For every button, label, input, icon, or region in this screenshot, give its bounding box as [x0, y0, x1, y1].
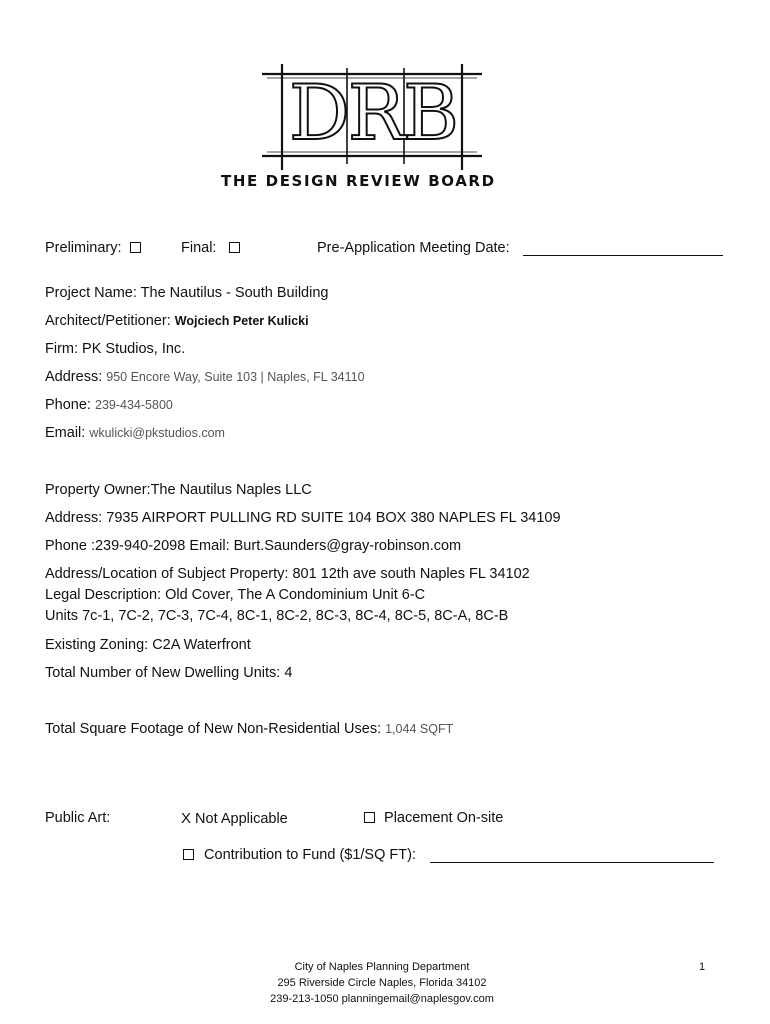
owner-address-line: Address: 7935 AIRPORT PULLING RD SUITE 104 BOX 380 NAPLES FL 34109 [45, 510, 561, 526]
placement-onsite-label: Placement On-site [384, 810, 504, 826]
project-name-value: The Nautilus - South Building [140, 285, 329, 301]
firm-row [45, 341, 185, 357]
project-name-row [45, 285, 328, 301]
placement-onsite-checkbox[interactable] [364, 812, 375, 823]
square-footage-row [45, 721, 453, 737]
architect-row [45, 313, 309, 329]
project-address-row [45, 369, 365, 385]
meeting-date-label: Pre-Application Meeting Date: [317, 240, 510, 256]
drb-logo [262, 64, 482, 170]
zoning-line: Existing Zoning: C2A Waterfront [45, 637, 251, 653]
footer-address: 295 Riverside Circle Naples, Florida 34102 [277, 977, 487, 989]
public-art-label: Public Art: [45, 810, 111, 826]
preliminary-label: Preliminary: [45, 240, 122, 256]
placement-onsite-option[interactable] [364, 810, 503, 826]
project-address-label: Address: [45, 369, 103, 385]
final-field [181, 240, 240, 256]
contribution-label: Contribution to Fund ($1/SQ FT): [204, 847, 416, 863]
square-footage-label: Total Square Footage of New Non-Residential Uses: [45, 721, 382, 737]
not-applicable-mark: X [181, 810, 192, 827]
not-applicable-option[interactable] [181, 810, 288, 827]
contribution-input-line[interactable] [430, 862, 714, 863]
final-checkbox[interactable] [229, 242, 240, 253]
architect-value: Wojciech Peter Kulicki [174, 314, 309, 328]
project-email-label: Email: [45, 425, 86, 441]
preliminary-field [45, 240, 141, 256]
dwelling-units-line: Total Number of New Dwelling Units: 4 [45, 665, 293, 681]
project-name-label: Project Name: [45, 285, 137, 301]
project-phone-row [45, 397, 173, 413]
square-footage-value: 1,044 SQFT [385, 722, 454, 736]
owner-contact-line: Phone :239-940-2098 Email: Burt.Saunders@gray-robinson.com [45, 538, 462, 554]
project-address-value: 950 Encore Way, Suite 103 | Naples, FL 34110 [106, 370, 365, 384]
drb-logo-subtitle: THE DESIGN REVIEW BOARD [221, 172, 496, 190]
firm-value: PK Studios, Inc. [82, 341, 186, 357]
subject-property-line: Address/Location of Subject Property: 801 12th ave south Naples FL 34102 [45, 566, 530, 582]
contribution-checkbox[interactable] [183, 849, 194, 860]
preliminary-checkbox[interactable] [130, 242, 141, 253]
drb-logo-letters: DRB [288, 68, 457, 157]
footer-department: City of Naples Planning Department [294, 961, 470, 973]
page-number: 1 [699, 961, 706, 973]
legal-description-line: Legal Description: Old Cover, The A Condominium Unit 6-C [45, 587, 426, 603]
firm-label: Firm: [45, 341, 79, 357]
contribution-option[interactable] [183, 847, 416, 863]
final-label: Final: [181, 240, 217, 256]
not-applicable-label: Not Applicable [195, 811, 288, 827]
project-email-row [45, 425, 225, 441]
units-line: Units 7c-1, 7C-2, 7C-3, 7C-4, 8C-1, 8C-2, 8C-3, 8C-4, 8C-5, 8C-A, 8C-B [45, 608, 509, 624]
architect-label: Architect/Petitioner: [45, 313, 171, 329]
meeting-date-input-line[interactable] [523, 255, 723, 256]
project-email-value: wkulicki@pkstudios.com [89, 426, 225, 440]
project-phone-label: Phone: [45, 397, 91, 413]
project-phone-value: 239-434-5800 [95, 398, 173, 412]
property-owner-line: Property Owner:The Nautilus Naples LLC [45, 482, 312, 498]
footer-contact: 239-213-1050 planningemail@naplesgov.com [270, 993, 494, 1005]
